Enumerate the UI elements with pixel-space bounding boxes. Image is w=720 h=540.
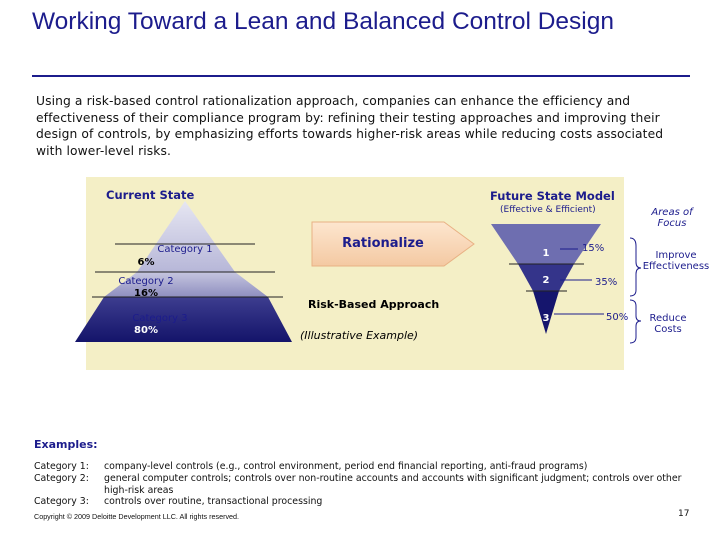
current-category-1-label: Category 1: [157, 244, 213, 255]
future-state-heading: Future State Model: [490, 189, 615, 203]
current-category-1-percent: 6%: [137, 257, 155, 268]
examples-heading: Examples:: [34, 438, 98, 451]
page-number: 17: [678, 509, 690, 519]
example-row-2: [34, 473, 704, 497]
rationalize-label: Rationalize: [342, 236, 424, 251]
current-category-2-percent: 16%: [134, 288, 158, 299]
current-category-2-label: Category 2: [118, 276, 174, 287]
current-category-3-label: Category 3: [132, 313, 188, 324]
risk-based-approach-label: Risk-Based Approach: [308, 298, 440, 311]
future-level-1-percent: 15%: [582, 243, 605, 254]
example-description: controls over routine, transactional processing: [104, 496, 323, 507]
future-level-3-number: 3: [542, 313, 550, 324]
future-level-2-percent: 35%: [595, 277, 618, 288]
future-level-2-number: 2: [542, 275, 550, 286]
improve-effectiveness-label: Improve Effectiveness: [642, 250, 710, 272]
current-category-3-percent: 80%: [134, 325, 158, 336]
example-description: general computer controls; controls over non-routine accounts and accounts with significant judgment; controls over other high-risk areas: [104, 473, 682, 496]
copyright-notice: Copyright © 2009 Deloitte Development LLC. All rights reserved.: [34, 512, 240, 521]
areas-of-focus-heading: Areas of Focus: [651, 207, 693, 229]
example-description: company-level controls (e.g., control environment, period end financial reporting, anti-fraud programs): [104, 461, 588, 472]
example-row-3: [34, 496, 704, 508]
slide-title: Working Toward a Lean and Balanced Control Design: [32, 8, 615, 35]
illustrative-example-note: (Illustrative Example): [300, 329, 419, 342]
future-state-subheading: (Effective & Efficient): [500, 205, 596, 215]
reduce-costs-label: Reduce Costs: [649, 313, 687, 335]
example-row-1: [34, 461, 704, 473]
example-category-label: Category 3:: [34, 496, 89, 507]
future-level-3-percent: 50%: [606, 312, 629, 323]
example-category-label: Category 1:: [34, 461, 89, 472]
future-level-1-number: 1: [542, 248, 550, 259]
current-state-heading: Current State: [106, 188, 195, 202]
intro-paragraph: Using a risk-based control rationalization approach, companies can enhance the efficiency and effectiveness of their compliance program by: refining their testing approaches and improving their design of controls, by emphasizing efforts towards higher-risk areas while reducing costs associated with lower-level risks.: [36, 94, 664, 158]
example-category-label: Category 2:: [34, 473, 89, 484]
